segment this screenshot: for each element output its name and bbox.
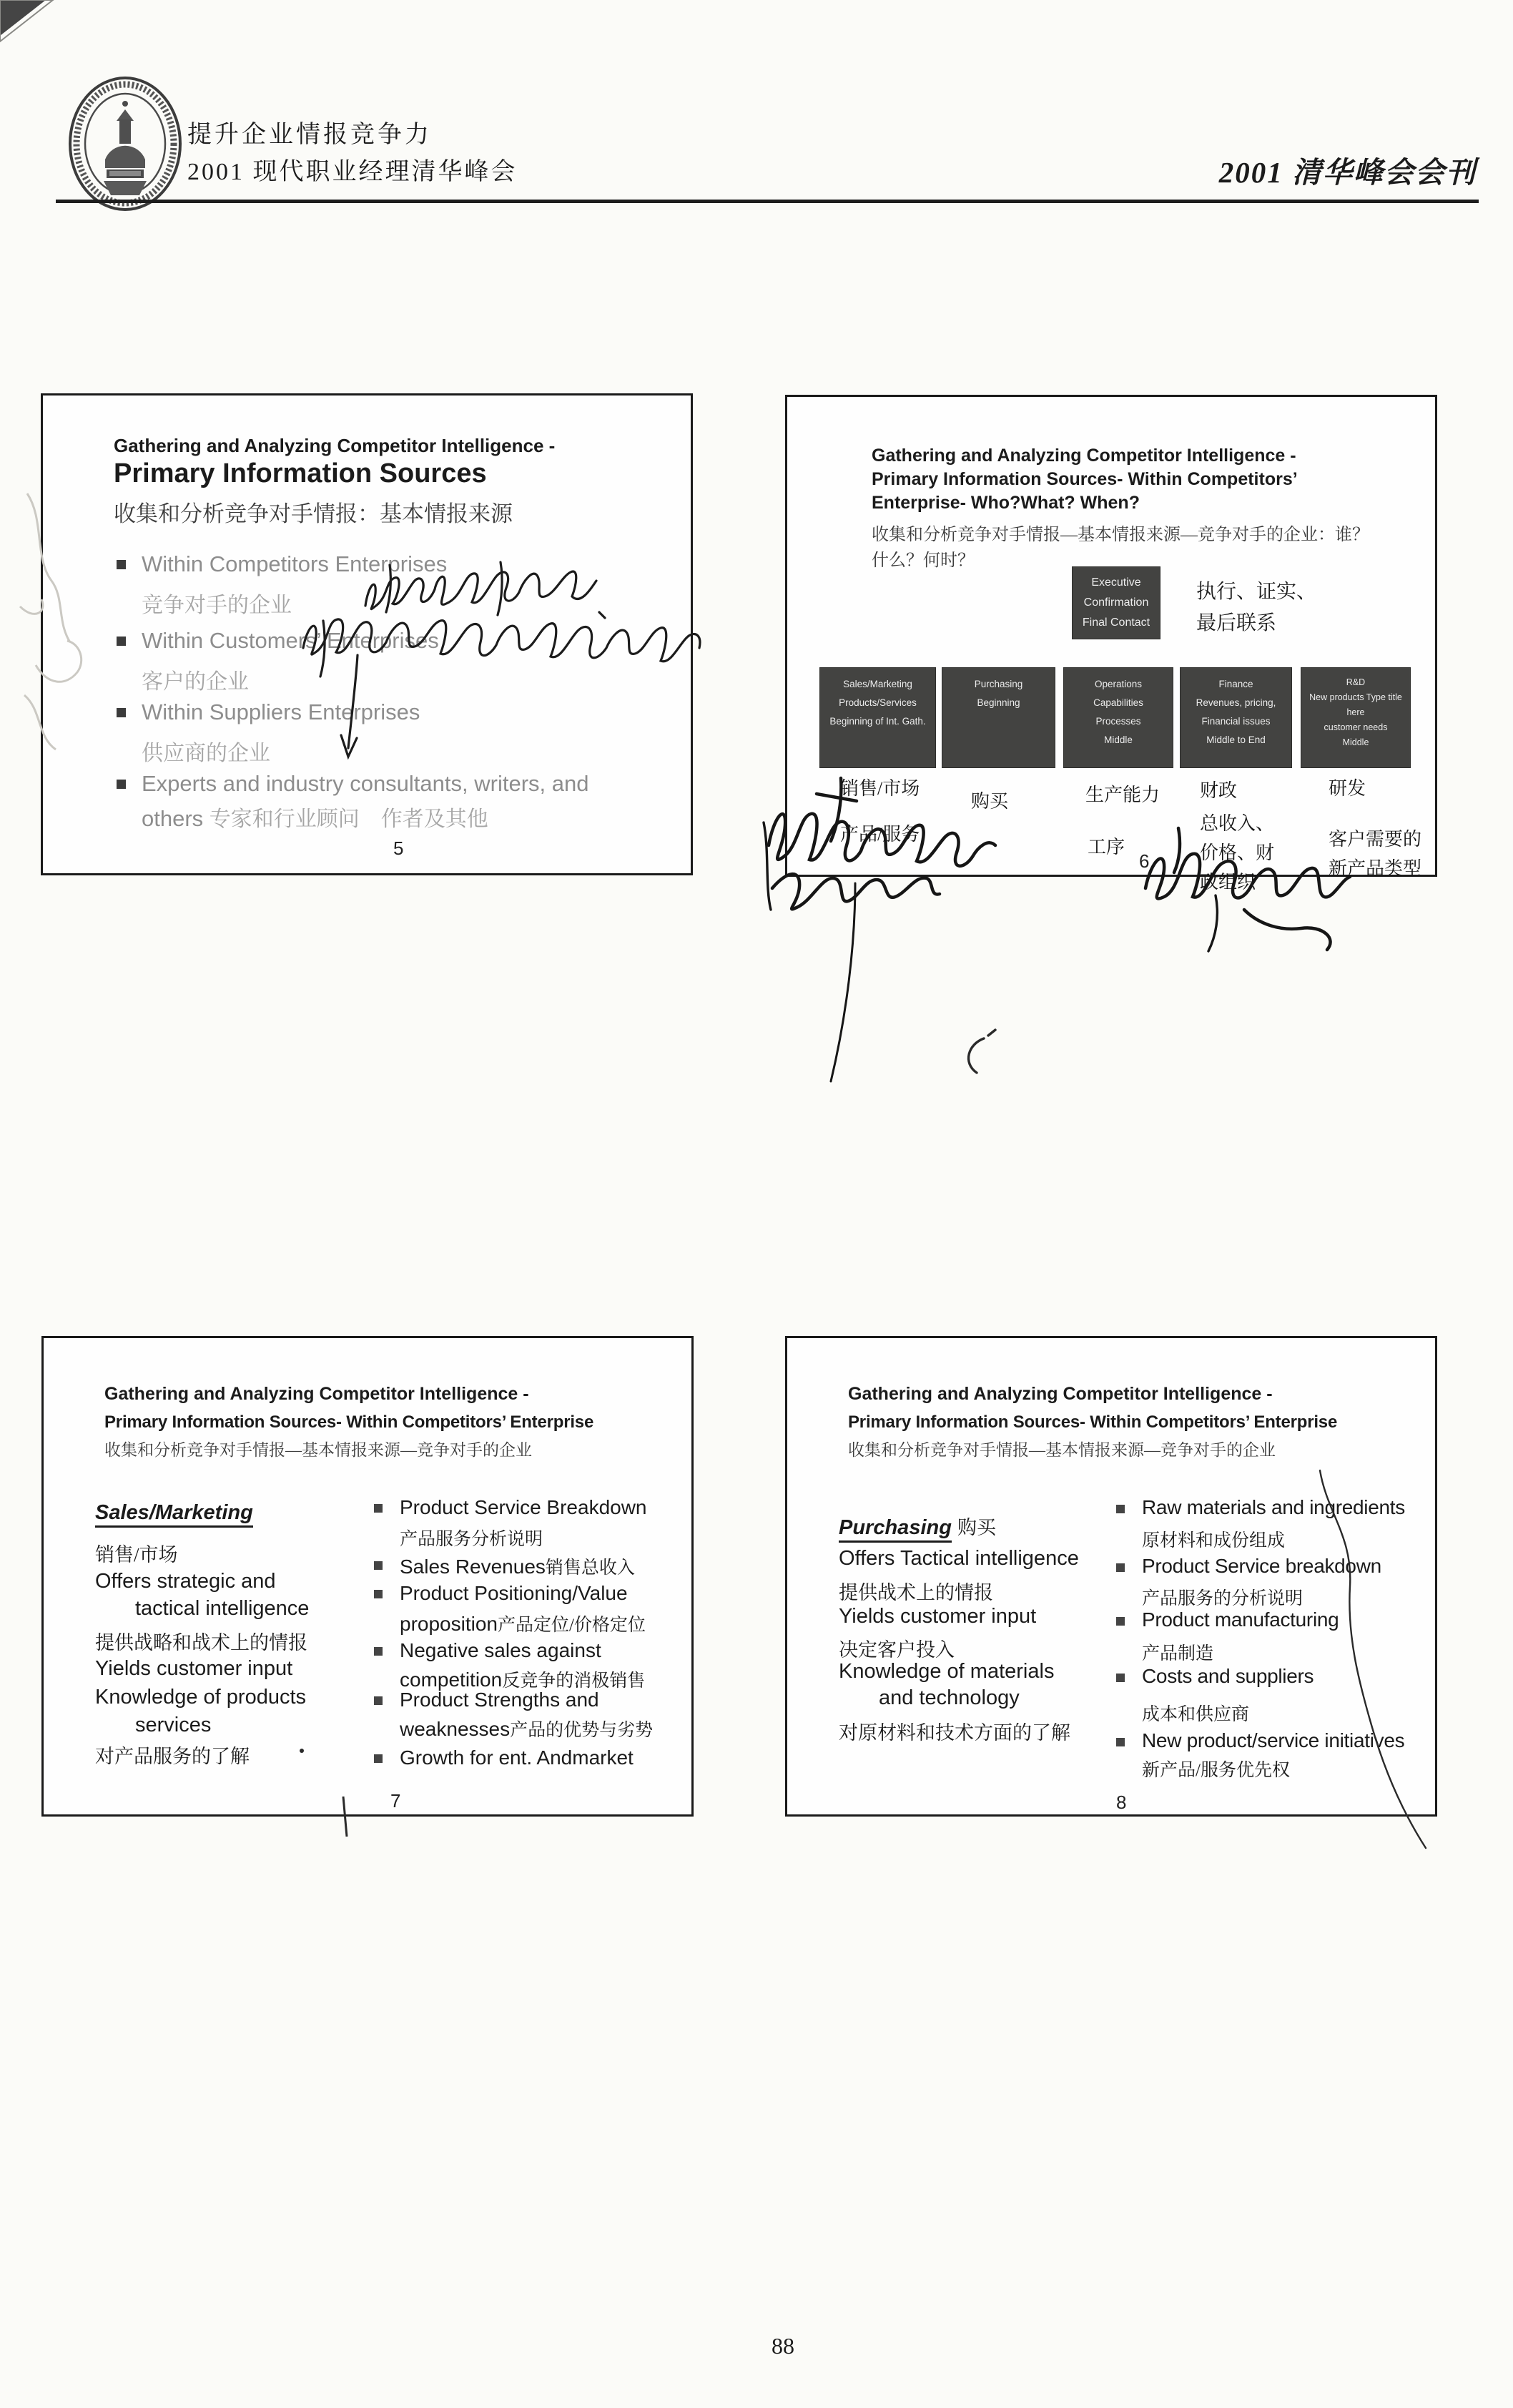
exec-box-caption-cn-line2: 最后联系: [1196, 612, 1277, 634]
dept-box-sales-marketing: [819, 667, 936, 768]
bullet-square-icon: [1116, 1505, 1125, 1513]
slide8-left-line3b: and technology: [879, 1686, 1020, 1709]
slide7-left-line1a: Offers strategic and: [95, 1570, 276, 1593]
slide-6: [785, 395, 1437, 893]
slide5-bullet3-en: Within Suppliers Enterprises: [142, 699, 420, 724]
dept-caption-purchasing: 购买: [971, 791, 1009, 812]
slide7-title-line2: Primary Information Sources- Within Competitors’ Enterprise: [104, 1412, 594, 1432]
slide8-b5-en: New product/service initiatives: [1142, 1729, 1405, 1751]
slide7-b5-l2-cn: 产品的优势与劣势: [510, 1721, 654, 1740]
slide6-title-line1: Gathering and Analyzing Competitor Intelligence -: [872, 446, 1296, 466]
slide5-bullet1-en: Within Competitors Enterprises: [142, 551, 448, 576]
bullet-square-icon: [1116, 1563, 1125, 1572]
slide7-title-line1: Gathering and Analyzing Competitor Intelligence -: [104, 1384, 529, 1404]
slide5-bullet4-line2-en: others: [142, 806, 210, 831]
tsinghua-seal-logo-icon: [66, 74, 184, 214]
slide8-left-line1-cn: 提供战术上的情报: [839, 1582, 993, 1603]
slide7-subtitle-cn: 收集和分析竞争对手情报—基本情报来源—竞争对手的企业: [104, 1441, 532, 1459]
slide7-b1-l2-cn: 产品服务分析说明: [400, 1530, 543, 1549]
slide6-title-line3: Enterprise- Who?What? When?: [872, 493, 1140, 513]
slide-7: [41, 1336, 694, 1817]
exec-box-line1: Executive: [1091, 576, 1141, 589]
slide7-b4-l2-en: competition: [400, 1669, 503, 1691]
exec-confirmation-box: [1072, 566, 1160, 639]
slide7-page-number: 7: [390, 1790, 401, 1812]
dept-box-line: Middle to End: [1206, 734, 1266, 745]
dept-box-finance: [1180, 667, 1292, 768]
slide7-left-line3a: Knowledge of products: [95, 1686, 307, 1709]
slide-8: [785, 1336, 1437, 1817]
bullet-square-icon: [117, 780, 126, 789]
slide8-left-line2: Yields customer input: [839, 1605, 1037, 1628]
dept-caption-rd-2: 客户需要的新产品类型: [1329, 829, 1422, 879]
slide6-page-number: 6: [1139, 850, 1150, 872]
slide7-b3-l1-en: Product Positioning/Value: [400, 1582, 628, 1604]
slide7-b3-l2-en: proposition: [400, 1613, 498, 1635]
slide5-bullet2-en: Within Customers’ Enterprises: [142, 628, 439, 653]
dept-box-line: New products Type title here: [1309, 692, 1402, 717]
dept-caption-operations-2: 工序: [1088, 837, 1125, 857]
slide8-page-number: 8: [1116, 1792, 1127, 1813]
header-org-line2: 2001 现代职业经理清华峰会: [187, 159, 518, 185]
slide8-left-line1: Offers Tactical intelligence: [839, 1547, 1079, 1570]
slide8-b4-en: Costs and suppliers: [1142, 1665, 1314, 1687]
dept-box-line: Purchasing: [974, 679, 1023, 689]
slide8-b3-cn: 产品制造: [1142, 1644, 1214, 1664]
bullet-square-icon: [1116, 1617, 1125, 1626]
dept-box-line: customer needs: [1324, 722, 1388, 732]
dept-box-line: Capabilities: [1093, 697, 1143, 708]
dept-box-line: Products/Services: [839, 697, 917, 708]
dept-caption-sales-2: 产品/服务: [840, 824, 920, 845]
dept-box-line: Financial issues: [1201, 716, 1271, 727]
slide6-subtitle-cn-line1: 收集和分析竞争对手情报—基本情报来源—竞争对手的企业：谁？: [872, 526, 1369, 544]
slide5-bullet2-cn: 客户的企业: [142, 670, 249, 694]
slide7-left-line3-cn: 对产品服务的了解: [95, 1746, 250, 1767]
exec-box-caption-cn-line1: 执行、证实、: [1196, 581, 1317, 603]
slide8-b4-cn: 成本和供应商: [1142, 1705, 1250, 1724]
dept-caption-finance-2: 总收入、价格、财政组织: [1200, 813, 1275, 893]
dept-box-line: Middle: [1104, 734, 1133, 745]
slide8-b5-cn: 新产品/服务优先权: [1142, 1761, 1290, 1780]
slide6-subtitle-cn-line2: 什么？何时？: [872, 551, 975, 570]
slide5-bullet1-cn: 竞争对手的企业: [142, 594, 292, 617]
slide8-left-heading-cn: 购买: [957, 1517, 996, 1538]
slide7-b6-l1-en: Growth for ent. Andmarket: [400, 1746, 634, 1769]
bullet-square-icon: [117, 637, 126, 646]
dept-caption-rd-1: 研发: [1329, 778, 1366, 799]
slide8-left-line2-cn: 决定客户投入: [839, 1639, 955, 1661]
header-org-line1: 提升企业情报竞争力: [187, 122, 432, 148]
slide7-b3-l2-cn: 产品定位/价格定位: [497, 1616, 646, 1635]
exec-box-line3: Final Contact: [1082, 616, 1150, 629]
slide7-b2-l1-cn: 销售总收入: [545, 1558, 635, 1578]
dept-box-operations: [1063, 667, 1173, 768]
slide8-b1-cn: 原材料和成份组成: [1142, 1531, 1286, 1551]
bullet-square-icon: [117, 708, 126, 717]
slide7-b2-l1-en: Sales Revenues: [400, 1556, 546, 1578]
slide7-left-line2: Yields customer input: [95, 1657, 293, 1680]
slide7-b1-l1-en: Product Service Breakdown: [400, 1496, 647, 1518]
slide7-b5-l2-en: weaknesses: [400, 1718, 511, 1740]
dept-box-line: R&D: [1346, 677, 1366, 687]
slide5-bullet3-cn: 供应商的企业: [142, 742, 270, 765]
slide8-b1-en: Raw materials and ingredients: [1142, 1496, 1405, 1518]
bullet-square-icon: [1116, 1674, 1125, 1682]
dept-box-line: Operations: [1094, 679, 1143, 689]
slide5-title-line2: Primary Information Sources: [114, 458, 487, 488]
bullet-square-icon: [374, 1504, 383, 1513]
dept-box-line: Finance: [1218, 679, 1253, 689]
slide8-title-line2: Primary Information Sources- Within Competitors’ Enterprise: [848, 1412, 1338, 1432]
dept-box-line: Beginning of Int. Gath.: [829, 716, 926, 727]
dept-caption-finance-1: 财政: [1200, 780, 1238, 801]
slide5-page-number: 5: [393, 837, 404, 859]
slide5-bullet4-line1: Experts and industry consultants, writers, and: [142, 771, 589, 796]
pen-mark-c: [969, 1030, 995, 1073]
slide7-b4-l1-en: Negative sales against: [400, 1639, 601, 1661]
slide5-bullet4-line2-cn: 专家和行业顾问 作者及其他: [209, 807, 488, 831]
header-rule: [56, 200, 1479, 203]
bullet-square-icon: [1116, 1738, 1125, 1746]
dept-box-line: Beginning: [977, 697, 1020, 708]
slide8-left-line3-cn: 对原材料和技术方面的了解: [839, 1722, 1070, 1744]
slide8-b3-en: Product manufacturing: [1142, 1608, 1339, 1631]
header-journal-title: 2001 清华峰会会刊: [1218, 156, 1477, 189]
slide-5: [41, 393, 693, 875]
slide8-subtitle-cn: 收集和分析竞争对手情报—基本情报来源—竞争对手的企业: [848, 1441, 1276, 1459]
slide7-left-line1-cn: 提供战略和战术上的情报: [95, 1632, 307, 1653]
slide8-left-line3a: Knowledge of materials: [839, 1660, 1055, 1683]
dept-caption-sales-1: 销售/市场: [840, 778, 920, 799]
dept-box-line: Sales/Marketing: [843, 679, 912, 689]
slide8-b2-cn: 产品服务的分析说明: [1142, 1589, 1303, 1608]
dept-box-rd: [1301, 667, 1411, 768]
slide7-left-heading: Sales/Marketing: [95, 1501, 253, 1528]
dept-box-line: Middle: [1342, 737, 1369, 747]
journal-page-number: 88: [772, 2333, 794, 2359]
bullet-square-icon: [374, 1647, 383, 1656]
slide7-left-line3b: services: [135, 1714, 212, 1736]
slide5-title-line1: Gathering and Analyzing Competitor Intelligence -: [114, 435, 556, 456]
dept-box-line: Revenues, pricing,: [1196, 697, 1276, 708]
slide7-left-heading-cn: 销售/市场: [95, 1544, 178, 1566]
slide6-title-line2: Primary Information Sources- Within Competitors’: [872, 469, 1298, 489]
slide7-b4-l2-cn: 反竞争的消极销售: [502, 1671, 646, 1691]
slide7-left-line1b: tactical intelligence: [135, 1597, 310, 1620]
bullet-square-icon: [117, 560, 126, 569]
bullet-square-icon: [374, 1561, 383, 1570]
bullet-square-icon: [374, 1590, 383, 1598]
slide8-title-line1: Gathering and Analyzing Competitor Intelligence -: [848, 1384, 1273, 1404]
exec-box-line2: Confirmation: [1083, 596, 1149, 609]
bullet-square-icon: [374, 1696, 383, 1705]
slide8-left-heading: Purchasing: [839, 1516, 952, 1543]
bullet-square-icon: [374, 1754, 383, 1763]
slide7-b5-l1-en: Product Strengths and: [400, 1689, 599, 1711]
dept-box-purchasing: [942, 667, 1055, 768]
slide8-b2-en: Product Service breakdown: [1142, 1555, 1381, 1577]
dept-box-line: Processes: [1095, 716, 1141, 727]
dept-caption-operations-1: 生产能力: [1085, 785, 1160, 805]
slide5-subtitle-cn: 收集和分析竞争对手情报：基本情报来源: [114, 501, 513, 526]
scan-corner-artifact: [0, 0, 64, 50]
